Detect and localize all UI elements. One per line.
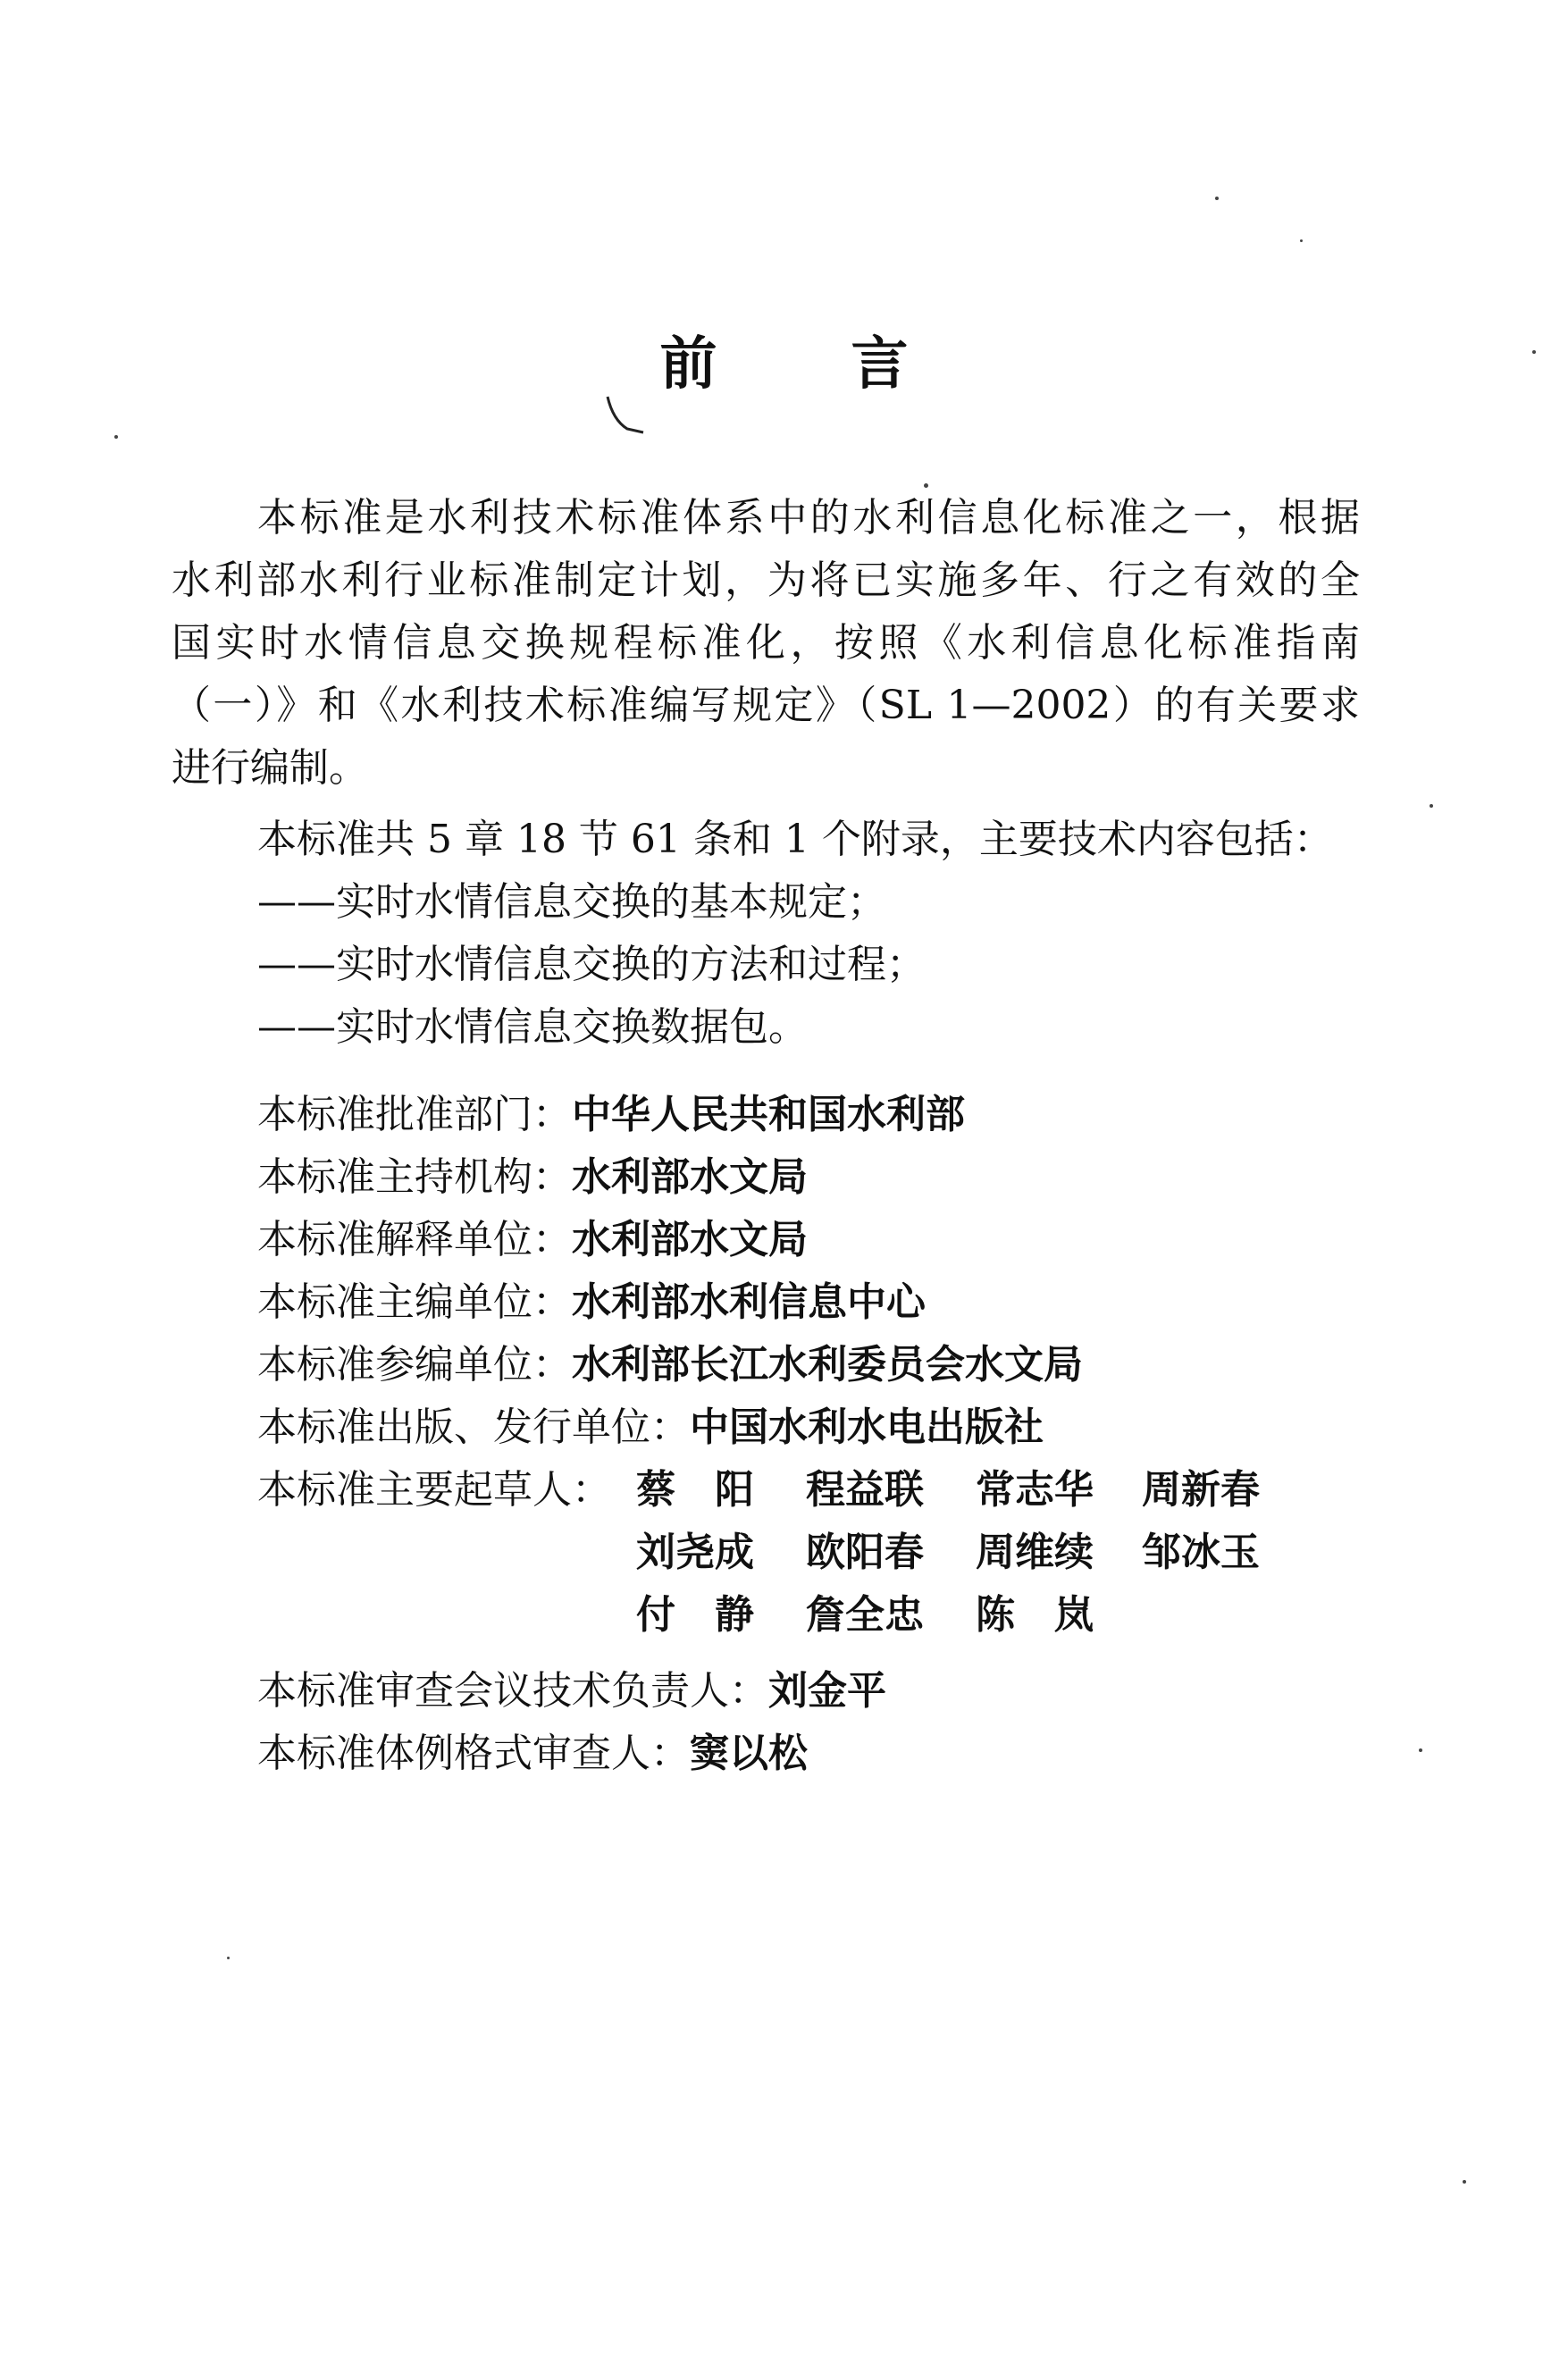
scan-speck: [114, 435, 118, 439]
info-label: 本标准出版、发行单位：: [257, 1404, 690, 1450]
info-value: 水利部水文局: [572, 1154, 808, 1200]
content-summary: 本标准共 5 章 18 节 61 条和 1 个附录，主要技术内容包括：: [257, 817, 1333, 862]
drafter-name: 欧阳春: [806, 1530, 924, 1575]
title-char-2: 言: [851, 331, 909, 398]
scan-speck: [1419, 1748, 1422, 1752]
info-label: 本标准审查会议技术负责人：: [257, 1668, 768, 1714]
drafter-name: 周维续: [976, 1530, 1094, 1575]
drafter-name: 程益联: [806, 1467, 924, 1513]
scan-speck: [924, 483, 928, 488]
info-row-host: [257, 1146, 808, 1209]
intro-line: 国实时水情信息交换规程标准化，按照《水利信息化标准指南: [172, 620, 1360, 666]
drafter-name: 周新春: [1142, 1467, 1260, 1513]
info-row-interpret: [257, 1209, 808, 1271]
content-item: ——实时水情信息交换的方法和过程；: [257, 942, 926, 987]
scan-speck: [1532, 350, 1536, 354]
info-value: 水利部水文局: [572, 1217, 808, 1262]
drafter-name: 常志华: [976, 1467, 1094, 1513]
info-value: 刘金平: [768, 1668, 886, 1714]
scan-speck: [1430, 804, 1433, 808]
intro-paragraph: [172, 487, 1360, 800]
info-value: 中华人民共和国水利部: [572, 1092, 965, 1137]
drafters-names: [636, 1459, 1351, 1647]
info-label: 本标准批准部门：: [257, 1092, 572, 1137]
drafter-name: 蔡 阳: [636, 1467, 754, 1513]
drafter-name: 刘尧成: [636, 1530, 754, 1575]
info-row-approval: [257, 1084, 965, 1146]
info-row-review-lead: [257, 1660, 886, 1723]
drafters-row: [636, 1459, 1351, 1522]
info-label: 本标准解释单位：: [257, 1217, 572, 1262]
info-label: 本标准主持机构：: [257, 1154, 572, 1200]
content-item: ——实时水情信息交换的基本规定；: [257, 879, 886, 925]
pen-mark-icon: [604, 393, 658, 438]
drafter-name: 詹全忠: [806, 1592, 924, 1638]
info-row-publisher: [257, 1396, 1044, 1459]
info-label: 本标准体例格式审查人：: [257, 1731, 690, 1776]
info-label: 本标准参编单位：: [257, 1342, 572, 1388]
drafters-row: [636, 1584, 1351, 1647]
intro-line: 进行编制。: [172, 745, 368, 791]
scan-speck: [1463, 2180, 1466, 2184]
drafters-row: [636, 1522, 1351, 1584]
intro-line: 本标准是水利技术标准体系中的水利信息化标准之一，根据: [257, 495, 1360, 541]
info-value: 水利部水利信息中心: [572, 1279, 926, 1325]
title-char-1: 前: [659, 331, 717, 398]
info-value: 中国水利水电出版社: [690, 1404, 1044, 1450]
content-item: ——实时水情信息交换数据包。: [257, 1004, 808, 1050]
drafters-label: 本标准主要起草人：: [257, 1467, 611, 1513]
scan-speck: [1300, 239, 1303, 242]
intro-line: （一）》和《水利技术标准编写规定》（SL 1—2002）的有关要求: [172, 683, 1360, 728]
scan-speck: [227, 1957, 230, 1959]
info-row-format-reviewer: [257, 1723, 808, 1785]
page-title: [0, 329, 1568, 400]
drafter-name: 付 静: [636, 1592, 754, 1638]
info-row-chief-editor: [257, 1271, 926, 1334]
scan-speck: [1215, 197, 1219, 200]
info-label: 本标准主编单位：: [257, 1279, 572, 1325]
info-row-co-editor: [257, 1334, 1083, 1396]
info-value: 窦以松: [690, 1731, 808, 1776]
drafter-name: 邹冰玉: [1142, 1530, 1260, 1575]
info-value: 水利部长江水利委员会水文局: [572, 1342, 1083, 1388]
intro-line: 水利部水利行业标准制定计划，为将已实施多年、行之有效的全: [172, 558, 1360, 603]
drafter-name: 陈 岚: [976, 1592, 1094, 1638]
